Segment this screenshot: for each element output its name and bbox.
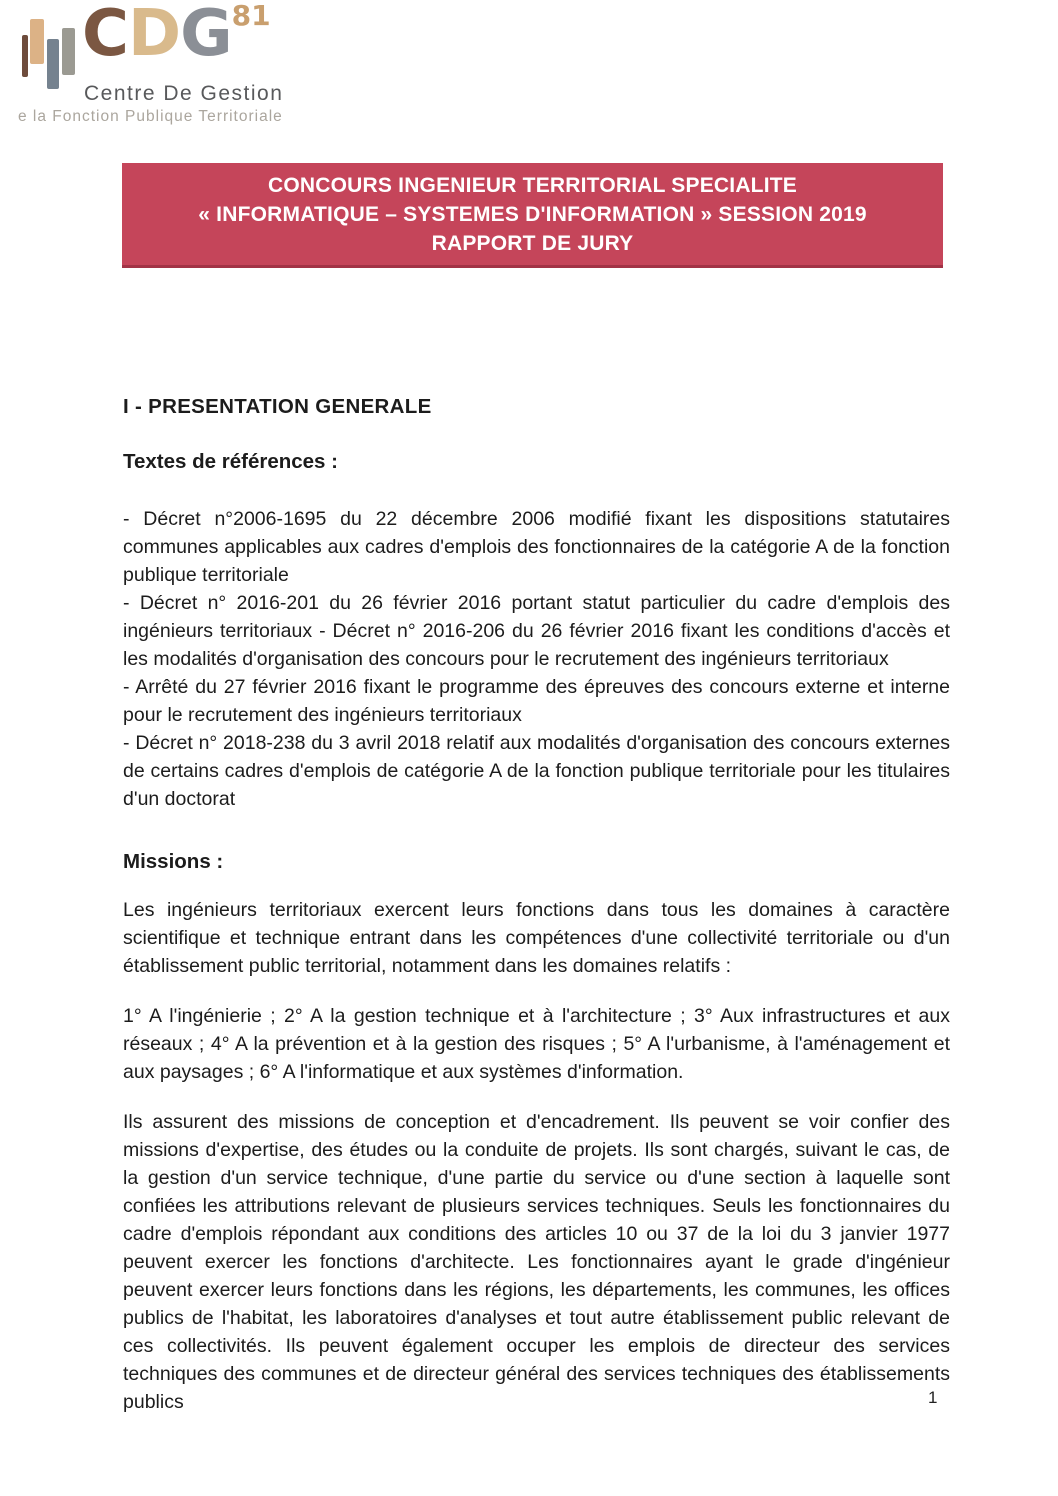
banner-line-1: CONCOURS INGENIEUR TERRITORIAL SPECIALITE [268, 174, 797, 197]
logo-acronym [82, 0, 271, 71]
reference-item: - Arrêté du 27 février 2016 fixant le programme des épreuves des concours externe et interne pour le recrutement des ingénieurs territoriaux [123, 676, 950, 726]
logo-bar-slate [47, 39, 59, 89]
title-banner [122, 163, 943, 268]
subsection-title-missions: Missions : [123, 850, 224, 873]
logo-org-subtitle: e la Fonction Publique Territoriale [18, 108, 283, 125]
reference-list [123, 505, 950, 813]
logo-superscript-81: 81 [231, 0, 271, 32]
reference-item: - Décret n° 2016-201 du 26 février 2016 portant statut particulier du cadre d'emplois des ingénieurs territoriaux - Décret n° 2016-206 du 26 février 2016 fixant les conditions d'accès et les modalités d'organisation des concours pour le recrutement des ingénieurs territoriaux [123, 592, 950, 670]
logo-letter-d: D [127, 0, 181, 71]
logo-letter-g: G [180, 0, 232, 71]
logo-org-name: Centre De Gestion [84, 82, 284, 105]
reference-item: - Décret n°2006-1695 du 22 décembre 2006 modifié fixant les dispositions statutaires communes applicables aux cadres d'emplois des fonctionnaires de la catégorie A de la fonction publique territoriale [123, 508, 950, 586]
banner-line-3: RAPPORT DE JURY [431, 232, 634, 255]
logo-letter-c: C [82, 0, 128, 71]
section-title-presentation: I - PRESENTATION GENERALE [123, 395, 432, 418]
document-body [123, 393, 950, 1416]
missions-paragraph-3: Ils assurent des missions de conception et d'encadrement. Ils peuvent se voir confier des missions d'expertise, des études ou la conduite de projets. Ils sont chargés, suivant le cas, de la gestion d'un service technique, d'une partie du service ou d'une section à laquelle sont confiées les attributions relevant de plusieurs services techniques. Seuls les fonctionnaires du cadre d'emplois répondant aux conditions des articles 10 ou 37 de la loi du 3 janvier 1977 peuvent exercer les fonctions d'architecte. Les fonctionnaires ayant le grade d'ingénieur peuvent exercer leurs fonctions dans les régions, les départements, les communes, les offices publics de l'habitat, les laboratoires d'analyses et tout autre établissement public relevant de ces collectivités. Ils peuvent également occuper les emplois de directeur des services techniques des communes et de directeur général des services techniques des établissements publics [123, 1111, 950, 1413]
reference-item: - Décret n° 2018-238 du 3 avril 2018 relatif aux modalités d'organisation des concours externes de certains cadres d'emplois de catégorie A de la fonction publique territoriale pour les titulaires d'un doctorat [123, 732, 950, 810]
missions-paragraph-2: 1° A l'ingénierie ; 2° A la gestion technique et à l'architecture ; 3° Aux infrastructures et aux réseaux ; 4° A la prévention et à la gestion des risques ; 5° A l'urbanisme, à l'aménagement et aux paysages ; 6° A l'informatique et aux systèmes d'information. [123, 1005, 950, 1083]
cdg81-logo [18, 0, 318, 138]
logo-bar-tan [30, 19, 44, 64]
page-number: 1 [928, 1388, 938, 1407]
subsection-title-textes: Textes de références : [123, 450, 338, 473]
logo-bar-gray [62, 28, 75, 75]
logo-bar-brown [22, 35, 28, 77]
missions-paragraph-1: Les ingénieurs territoriaux exercent leurs fonctions dans tous les domaines à caractère scientifique et technique entrant dans les compétences d'une collectivité territoriale ou d'un établissement public territorial, notamment dans les domaines relatifs : [123, 899, 950, 977]
banner-line-2: « INFORMATIQUE – SYSTEMES D'INFORMATION » SESSION 2019 [198, 203, 867, 226]
